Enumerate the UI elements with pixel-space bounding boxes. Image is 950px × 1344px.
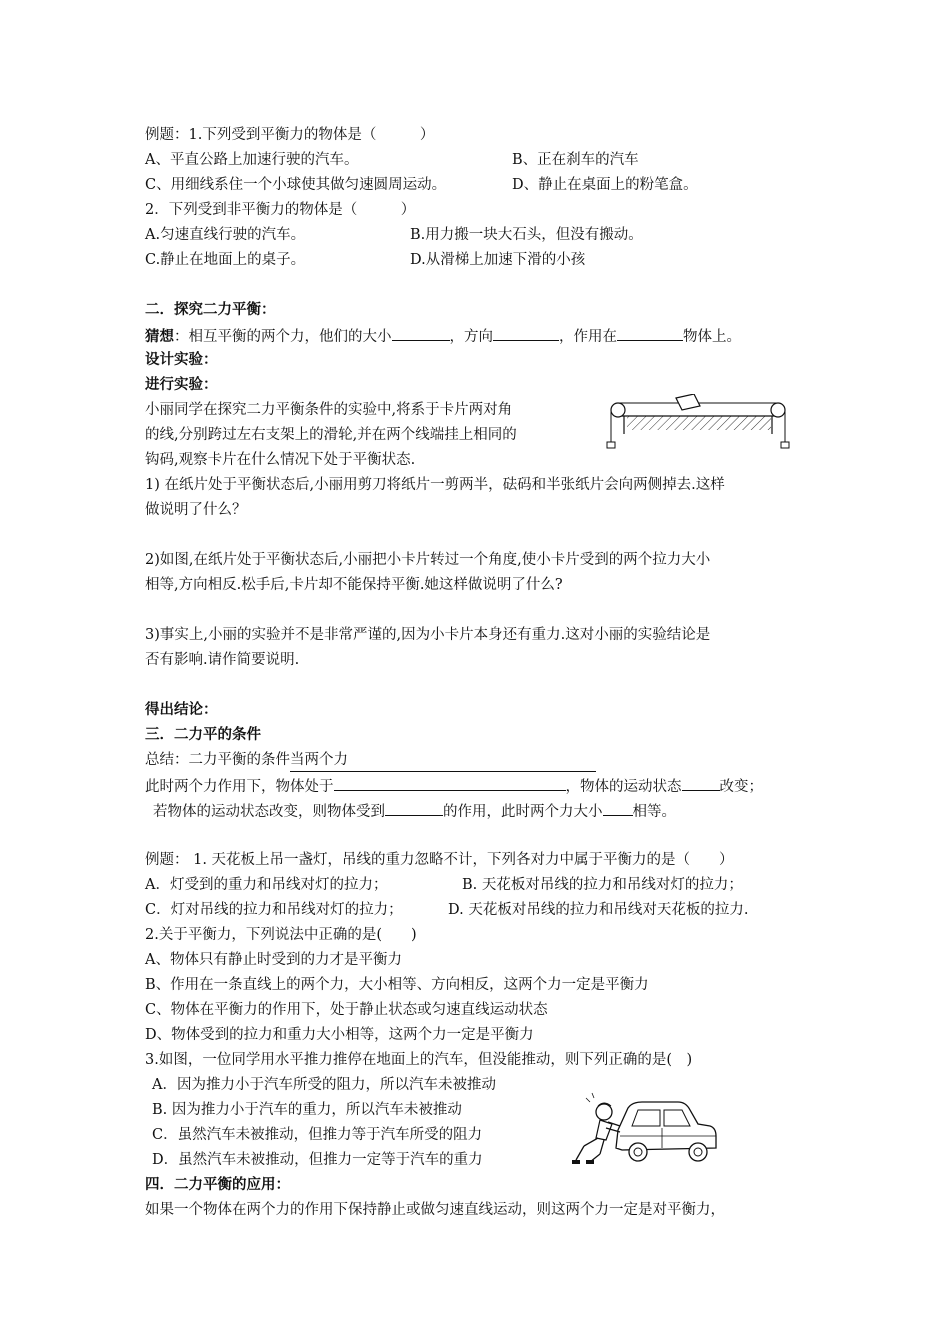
example2-q3-option-c: C．虽然汽车未被推动，但推力等于汽车所受的阻力 (152, 1127, 483, 1143)
example2-q2-option-b: B、作用在一条直线上的两个力，大小相等、方向相反，这两个力一定是平衡力 (145, 977, 649, 993)
guess-label: 猜想 (145, 328, 174, 345)
guess-text-a: ：相互平衡的两个力，他们的大小 (174, 329, 392, 345)
question-2-line-1: 2)如图,在纸片处于平衡状态后,小丽把小卡片转过一个角度,使小卡片受到的两个拉力大小 (145, 552, 711, 568)
example2-q1: 例题： 1. 天花板上吊一盏灯，吊线的重力忽略不计，下列各对力中属于平衡力的是（ ） (145, 852, 734, 868)
example2-q2: 2.关于平衡力，下列说法中正确的是( ) (145, 927, 417, 943)
blank-size[interactable] (392, 324, 450, 341)
example2-q1-option-d: D. 天花板对吊线的拉力和吊线对天花板的拉力. (448, 902, 749, 918)
pushing-car-figure (570, 1090, 720, 1168)
conduct-experiment-heading: 进行实验： (145, 376, 218, 393)
example1-q1-option-c: C、用细线系住一个小球使其做匀速圆周运动。 (145, 177, 447, 193)
section2-title: 二．探究二力平衡： (145, 301, 276, 318)
summary-fill[interactable] (290, 749, 596, 772)
example2-q1-option-c: C．灯对吊线的拉力和吊线对灯的拉力； (145, 902, 403, 918)
example2-q3-option-a: A．因为推力小于汽车所受的阻力，所以汽车未被推动 (152, 1077, 496, 1093)
blank-force-type[interactable] (385, 799, 443, 816)
section4-title: 四．二力平衡的应用： (145, 1176, 290, 1193)
blank-equal[interactable] (603, 799, 633, 816)
experiment-desc-3: 钩码,观察卡片在什么情况下处于平衡状态. (145, 452, 416, 468)
example1-q1: 例题：1.下列受到平衡力的物体是（ ） (145, 127, 435, 143)
guess-text-c: ，作用在 (559, 329, 617, 345)
change-text-a: 若物体的运动状态改变，则物体受到 (153, 804, 385, 820)
blank-direction[interactable] (493, 324, 559, 341)
question-1-line-1: 1) 在纸片处于平衡状态后,小丽用剪刀将纸片一剪两半，砝码和半张纸片会向两侧掉去.这样 (145, 477, 725, 493)
example1-q1-option-a: A、平直公路上加速行驶的汽车。 (145, 152, 359, 168)
state-text-c: 改变； (719, 779, 763, 795)
blank-state[interactable] (334, 774, 566, 791)
question-2-line-2: 相等,方向相反.松手后,卡片却不能保持平衡.她这样做说明了什么? (145, 577, 563, 593)
example2-q3: 3.如图，一位同学用水平推力推停在地面上的汽车，但没能推动，则下列正确的是( ) (145, 1052, 693, 1068)
example1-q1-option-b: B、正在刹车的汽车 (512, 152, 639, 168)
summary-fill-text: 当两个力 (290, 752, 348, 768)
example1-q2-option-d: D.从滑梯上加速下滑的小孩 (410, 252, 586, 268)
example2-q2-option-a: A、物体只有静止时受到的力才是平衡力 (145, 952, 402, 968)
blank-object[interactable] (617, 324, 683, 341)
example2-q2-option-d: D、物体受到的拉力和重力大小相等，这两个力一定是平衡力 (145, 1027, 534, 1043)
state-text-b: ，物体的运动状态 (565, 779, 682, 795)
question-1-line-2: 做说明了什么？ (145, 502, 247, 518)
state-line (145, 774, 763, 798)
experiment-desc-2: 的线,分别跨过左右支架上的滑轮,并在两个线端挂上相同的 (145, 427, 517, 443)
change-text-c: 相等。 (632, 804, 676, 820)
guess-text-b: ，方向 (449, 329, 493, 345)
change-text-b: 的作用，此时两个力大小 (443, 804, 603, 820)
state-text-a: 此时两个力作用下，物体处于 (145, 779, 334, 795)
summary-line (145, 749, 596, 772)
design-experiment-heading: 设计实验： (145, 351, 218, 368)
conclusion-heading: 得出结论： (145, 701, 218, 718)
example2-q1-option-b: B. 天花板对吊线的拉力和吊线对灯的拉力； (462, 877, 743, 893)
section3-title: 三．二力平的条件 (145, 726, 261, 743)
example1-q2-option-a: A.匀速直线行驶的汽车。 (145, 227, 306, 243)
example1-q1-option-d: D、静止在桌面上的粉笔盒。 (512, 177, 698, 193)
summary-label: 总结：二力平衡的条件 (145, 752, 290, 768)
guess-text-d: 物体上。 (683, 329, 741, 345)
example1-q2-option-c: C.静止在地面上的桌子。 (145, 252, 306, 268)
example2-q2-option-c: C、物体在平衡力的作用下，处于静止状态或匀速直线运动状态 (145, 1002, 548, 1018)
blank-motion[interactable] (682, 774, 720, 791)
example2-q1-option-a: A．灯受到的重力和吊线对灯的拉力； (145, 877, 388, 893)
example2-q3-option-d: D．虽然汽车未被推动，但推力一定等于汽车的重力 (152, 1152, 483, 1168)
change-line (153, 799, 676, 823)
experiment-desc-1: 小丽同学在探究二力平衡条件的实验中,将系于卡片两对角 (145, 402, 513, 418)
section4-text: 如果一个物体在两个力的作用下保持静止或做匀速直线运动，则这两个力一定是对平衡力， (145, 1202, 725, 1218)
guess-line (145, 324, 741, 348)
question-3-line-1: 3)事实上,小丽的实验并不是非常严谨的,因为小卡片本身还有重力.这对小丽的实验结论是 (145, 627, 711, 643)
example2-q3-option-b: B. 因为推力小于汽车的重力，所以汽车未被推动 (152, 1102, 462, 1118)
example1-q2-option-b: B.用力搬一块大石头，但没有搬动。 (410, 227, 643, 243)
pulley-apparatus-figure (600, 394, 796, 456)
example1-q2: 2．下列受到非平衡力的物体是（ ） (145, 202, 416, 218)
question-3-line-2: 否有影响.请作简要说明. (145, 652, 300, 668)
